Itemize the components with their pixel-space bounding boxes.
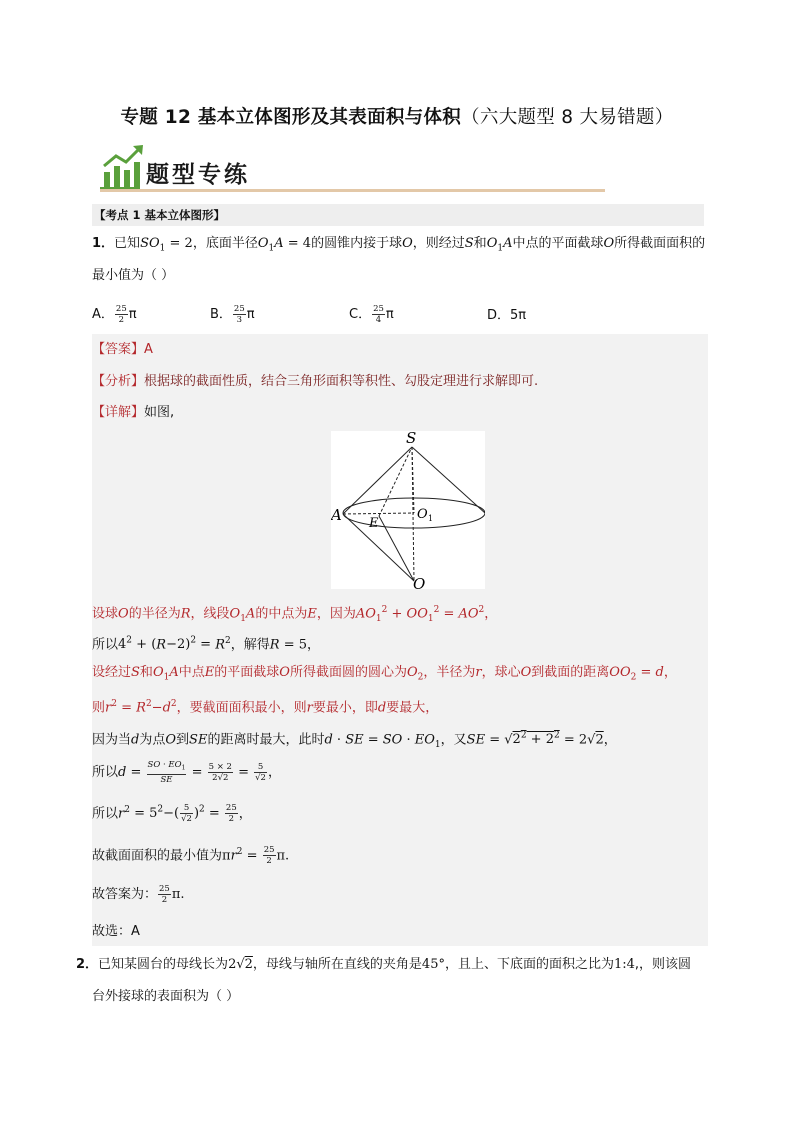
step-text: 故截面面积的最小值为 <box>92 848 223 864</box>
step-6: 所以d = $\frac{SO \cdot EO_1}{SE}$ = $\frac{5 \times 2}{2√2}$ = $\frac{5}{√2}$ ， <box>92 760 281 785</box>
q1-line1: 1．已知$SO_1 = 2$，底面半径$O_1A = 4$的圆锥内接于球O，则经过S和$O_1A$中点的平面截球O所得截面面积的 <box>92 236 706 254</box>
step-7: 所以$r^2 = 5^2-$( $\frac{5}{√2}$ )$^2$ = $\frac{25}{2}$ ， <box>92 803 252 825</box>
option-label: B． <box>210 307 232 322</box>
step-text: 的距离时最大，此时 <box>207 732 325 748</box>
detail-line <box>92 403 174 423</box>
answer-line: 【答案】A <box>92 342 153 357</box>
q2-line1: 2．已知某圆台的母线长为2√2，母线与轴所在直线的夹角是45°，且上、下底面的面积之比为1:4,，则该圆 <box>76 957 692 972</box>
step-text: 故答案为： <box>92 887 158 902</box>
q2-text: 已知某圆台的母线长为 <box>98 957 229 972</box>
q1-text: ，则经过 <box>412 236 465 251</box>
q1-number: 1． <box>92 236 115 251</box>
step-text: 的半径为 <box>128 606 181 622</box>
cone-diagram <box>331 431 485 589</box>
q2-text: ，则该圆 <box>639 957 692 972</box>
option-tail: 5π <box>510 308 527 323</box>
step-text: 的平面截球 <box>214 665 280 680</box>
step-3: 设经过S和$O_1A$中点E的平面截球O所得截面圆的圆心为$O_2$，半径为r，球心O到截面的距离$OO_2 = d$， <box>92 665 677 683</box>
step-text: 设经过 <box>92 665 132 680</box>
label-o1: O <box>417 507 428 522</box>
q1-text: ，底面半径 <box>192 236 258 251</box>
option-num: 25 <box>115 304 127 314</box>
q1-line2: 最小值为（ ） <box>92 268 175 283</box>
step-text: 要最小，即 <box>312 700 378 716</box>
q1-text: 和 <box>473 236 487 251</box>
step-2: 所以$4^2 + (R-2)^2 = R^2$，解得R = 5， <box>92 636 321 653</box>
analysis-tag: 【分析】 <box>92 374 145 389</box>
label-o1-sub: 1 <box>428 514 434 523</box>
label-e: E <box>369 516 379 531</box>
cone-sphere-figure <box>331 431 485 589</box>
step-text: ，要截面面积最小，则 <box>176 700 307 716</box>
step-10 <box>92 922 140 942</box>
detail-tag: 【详解】 <box>92 405 145 420</box>
q1-text: 所得截面面积的 <box>614 236 706 251</box>
option-den: 2 <box>118 315 125 325</box>
step-text: ，球心 <box>481 665 521 680</box>
option-tail: π <box>246 307 255 322</box>
q2-number: 2． <box>76 957 99 972</box>
step-text: 所以 <box>92 806 119 822</box>
option-tail: π <box>385 307 394 322</box>
label-o: O <box>413 575 426 589</box>
title-main: 专题 12 基本立体图形及其表面积与体积 <box>120 107 462 128</box>
document-title <box>0 103 794 129</box>
q2-text: ，母线与轴所在直线的夹角是 <box>252 957 422 972</box>
step-text: 设球 <box>92 606 119 622</box>
step-5: 因为当d为点O到SE的距离时最大，此时d · SE = SO · $EO_1$，又SE = $√2^2 + 2^2 = 2√2$， <box>92 731 617 750</box>
title-sub: （六大题型 8 大易错题） <box>461 107 674 128</box>
step-text: ，又 <box>440 732 467 748</box>
label-s: S <box>406 431 417 447</box>
analysis-line <box>92 372 538 392</box>
q2-line2: 台外接球的表面积为（ ） <box>92 989 240 1004</box>
option-num: 25 <box>233 304 245 314</box>
option-tail: π <box>128 307 137 322</box>
banner-rule <box>100 189 605 192</box>
option-num: 25 <box>373 304 384 314</box>
step-text: 故选：A <box>92 924 140 939</box>
step-text: 所以 <box>92 764 119 780</box>
detail-text: 如图, <box>144 405 175 420</box>
q1-text: 中点的平面截球 <box>512 236 604 251</box>
q2-text: ，且上、下底面的面积之比为 <box>444 957 614 972</box>
analysis-text: 根据球的截面性质，结合三角形面积等积性、勾股定理进行求解即可. <box>144 374 539 389</box>
option-label: C． <box>349 307 372 322</box>
step-4: 则$r^2 = R^2-d^2$，要截面面积最小，则r要最小，即d要最大， <box>92 699 439 716</box>
step-text: ，半径为 <box>423 665 476 680</box>
step-9: 故答案为： $\frac{25}{2}$ π. <box>92 884 185 905</box>
label-a: A <box>331 506 342 524</box>
step-text: ，线段 <box>190 606 230 622</box>
step-text: 因为当 <box>92 732 132 748</box>
q1-text: 已知 <box>114 236 141 251</box>
option-label: D． <box>487 308 511 323</box>
option-b <box>210 304 255 325</box>
step-text: 要最大， <box>386 700 439 716</box>
step-text: ，解得 <box>230 637 270 653</box>
kaodian-heading: 【考点 1 基本立体图形】 <box>92 204 704 226</box>
option-den: 3 <box>236 315 243 325</box>
step-text: 所得截面圆的圆心为 <box>289 665 407 680</box>
step-text: 为点 <box>139 732 166 748</box>
option-a <box>92 304 137 325</box>
step-text: ，因为 <box>316 606 356 622</box>
option-d <box>487 306 526 326</box>
q1-text: 的圆锥内接于球 <box>311 236 403 251</box>
step-8: 故截面面积的最小值为$\pi r^2$ = $\frac{25}{2}$ π. <box>92 845 290 867</box>
step-text: 所以 <box>92 637 119 653</box>
step-text: 到截面的距离 <box>531 665 610 680</box>
growth-chart-icon <box>100 140 150 192</box>
step-text: 和 <box>139 665 153 680</box>
step-text: 中点 <box>178 665 205 680</box>
step-1: 设球O的半径为R，线段$O_1A$的中点为E，因为$AO_1^2 + OO_1^2 = AO^2$， <box>92 605 498 624</box>
banner-label: 题型专练 <box>146 161 250 188</box>
section-banner <box>100 140 610 192</box>
step-text: 到 <box>176 732 190 748</box>
option-c <box>349 304 394 325</box>
option-label: A． <box>92 307 114 322</box>
option-den: 4 <box>375 315 382 325</box>
step-text: 的中点为 <box>255 606 308 622</box>
step-text: 则 <box>92 700 106 716</box>
